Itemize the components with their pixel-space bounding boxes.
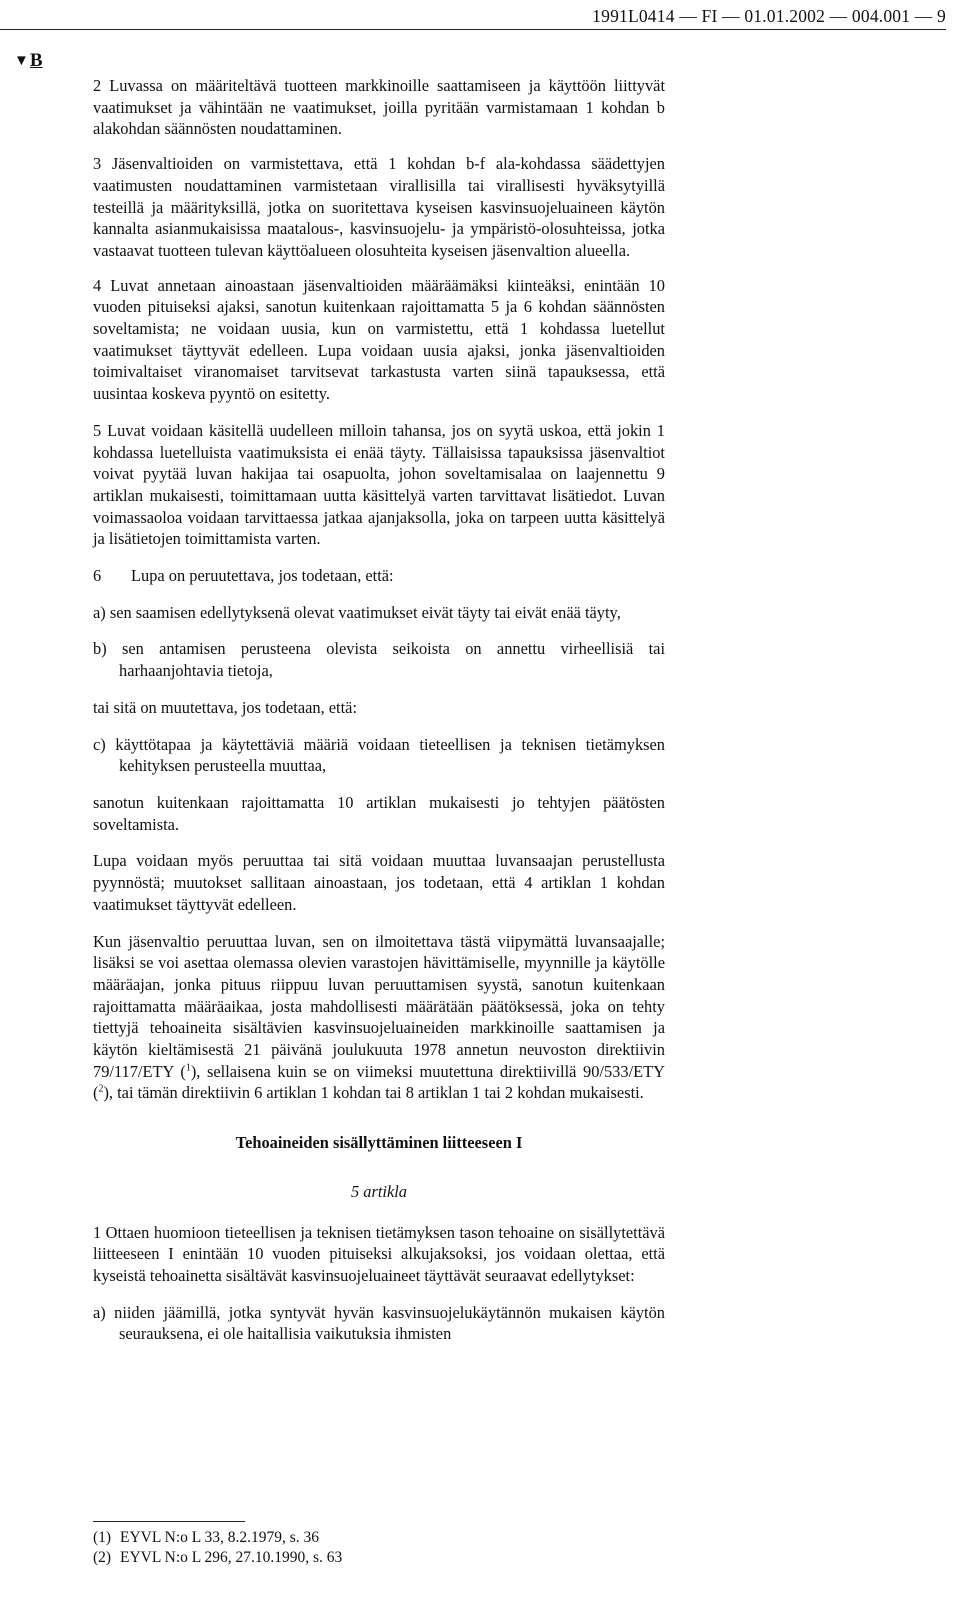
paragraph-3: 3 Jäsenvaltioiden on varmistettava, että 1 kohdan b-f ala-kohdassa säädettyjen vaatimusten noudattaminen varmistetaan virallisilla tai virallisesti hyväksytyillä testeillä ja määrityksillä, jotka on suoritettava kyseisen kasvinsuojeluaineen käytön kannalta asianmukaisissa maatalous-, kasvinsuojelu- ja ympäristö-olosuhteissa, jotka vastaavat tuotteen tulevan käyttöalueen olosuhteita kyseisen jäsenvaltion alueella. [93,154,665,260]
paragraph-4: 4 Luvat annetaan ainoastaan jäsenvaltioiden määräämäksi kiinteäksi, enintään 10 vuoden pituiseksi ajaksi, sanotun kuitenkaan rajoittamatta 5 ja 6 kohdan säännösten soveltamista; ne voidaan uusia, kun on varmistettu, että 1 kohdassa luetellut vaatimukset täyttyvät edelleen. Lupa voidaan uusia ajaksi, jonka jäsenvaltioiden toimivaltaiset viranomaiset tarvitsevat tarkastusta varten siinä tapauksessa, että uusintaa koskeva pyyntö on esitetty. [93,275,665,404]
footnotes [93,1528,342,1568]
list-item-c: c) käyttötapaa ja käytettäviä määriä voidaan tieteellisen ja teknisen tietämyksen kehityksen perusteella muuttaa, [93,734,665,776]
footnote-text: EYVL N:o L 296, 27.10.1990, s. 63 [120,1549,343,1566]
footnote-divider [93,1521,245,1522]
footnote-text: EYVL N:o L 33, 8.2.1979, s. 36 [120,1529,320,1546]
footnote-label: (1) [93,1529,112,1546]
marker-letter: B [29,50,43,71]
article-title: 5 artikla [351,1181,407,1201]
footnote-ref-2[interactable]: 2 [98,1083,104,1095]
article-5-paragraph-1: 1 Ottaen huomioon tieteellisen ja teknisen tietämyksen tason tehoaine on sisällytettävä liitteeseen I enintään 10 vuoden pituiseksi alkujaksoksi, jos voidaan olettaa, että kyseistä tehoainetta sisältävät kasvinsuojeluaineet täyttävät seuraavat edellytykset: [93,1222,665,1285]
footnote-ref-1[interactable]: 1 [185,1062,191,1074]
footnote-label: (2) [93,1549,112,1566]
list-item-a: a) sen saamisen edellytyksenä olevat vaatimukset eivät täyty tai eivät enää täyty, [93,602,621,622]
article-5-list-item-a: a) niiden jäämillä, jotka syntyvät hyvän kasvinsuojelukäytännön mukaisen käytön seurauksena, ei ole haitallisia vaikutuksia ihmisten [93,1302,665,1344]
consolidation-marker [14,50,43,72]
footnote-2 [93,1548,342,1568]
header-divider [0,29,946,30]
document-body [93,75,665,1345]
connector-line: tai sitä on muutettava, jos todetaan, että: [93,697,357,717]
paragraph-2: 2 Luvassa on määriteltävä tuotteen markkinoille saattamiseen ja käyttöön liittyvät vaatimukset ja vähintään ne vaatimukset, joilla pyritään varmistamaan 1 kohdan b alakohdan säännösten noudattaminen. [93,76,665,139]
list-item-b: b) sen antamisen perusteena olevista seikoista on annettu virheellisiä tai harhaanjohtavia tietoja, [93,639,665,681]
paragraph-number: 6 [93,566,102,586]
document-reference-header: 1991L0414 — FI — 01.01.2002 — 004.001 — 9 [592,6,946,26]
paragraph-5: 5 Luvat voidaan käsitellä uudelleen milloin tahansa, jos on syytä uskoa, että jokin 1 kohdassa luetelluista vaatimuksista ei enää täyty. Tällaisissa tapauksissa jäsenvaltiot voivat pyytää luvan hakijaa tai osapuolta, johon soveltamisalaa on laajennettu 9 artiklan mukaisesti, toimittamaan uutta käsittelyä varten tarvittavat lisätiedot. Luvan voimassaoloa voidaan tarvittaessa jatkaa ajanjaksolla, joka on tarpeen uutta käsittelyä ja lisätietojen toimittamista varten. [93,420,665,549]
revocation-paragraph [93,931,665,1105]
revocation-text-2: ), sellaisena kuin se on viimeksi muutettuna direktiivillä 90/533/ETY ( [93,1061,665,1103]
revocation-text-3: ), tai tämän direktiivin 6 artiklan 1 kohdan tai 8 artiklan 1 tai 2 kohdan mukaisesti. [103,1083,644,1103]
footnote-1 [93,1528,342,1548]
lupa-paragraph: Lupa voidaan myös peruuttaa tai sitä voidaan muuttaa luvansaajan perustellusta pyynnöstä; muutokset sallitaan ainoastaan, jos todetaan, että 4 artiklan 1 kohdan vaatimukset täyttyvät edelleen. [93,851,665,914]
paragraph-6 [93,565,665,587]
sanotun-paragraph: sanotun kuitenkaan rajoittamatta 10 artiklan mukaisesti jo tehtyjen päätösten soveltamista. [93,792,665,834]
revocation-text-1: Kun jäsenvaltio peruuttaa luvan, sen on ilmoitettava tästä viipymättä luvansaajalle; lisäksi se voi asettaa olemassa olevien varastojen hävittämiselle, myynnille ja käytölle määräajan, jonka pituus riippuu luvan peruuttamisen syystä, sanotun kuitenkaan rajoittamatta määräaikaa, josta mahdollisesti määrätään päätöksessä, joka on tehty tiettyjä tehoaineita sisältävien kasvinsuojeluaineiden markkinoille saattamisen ja käytön kieltämisestä 21 päivänä joulukuuta 1978 annetun neuvoston direktiivin 79/117/ETY ( [93,931,665,1081]
triangle-down-icon: ▼ [14,53,29,69]
section-heading: Tehoaineiden sisällyttäminen liitteeseen I [235,1133,523,1153]
paragraph-6-text: Lupa on peruutettava, jos todetaan, että: [131,566,394,586]
